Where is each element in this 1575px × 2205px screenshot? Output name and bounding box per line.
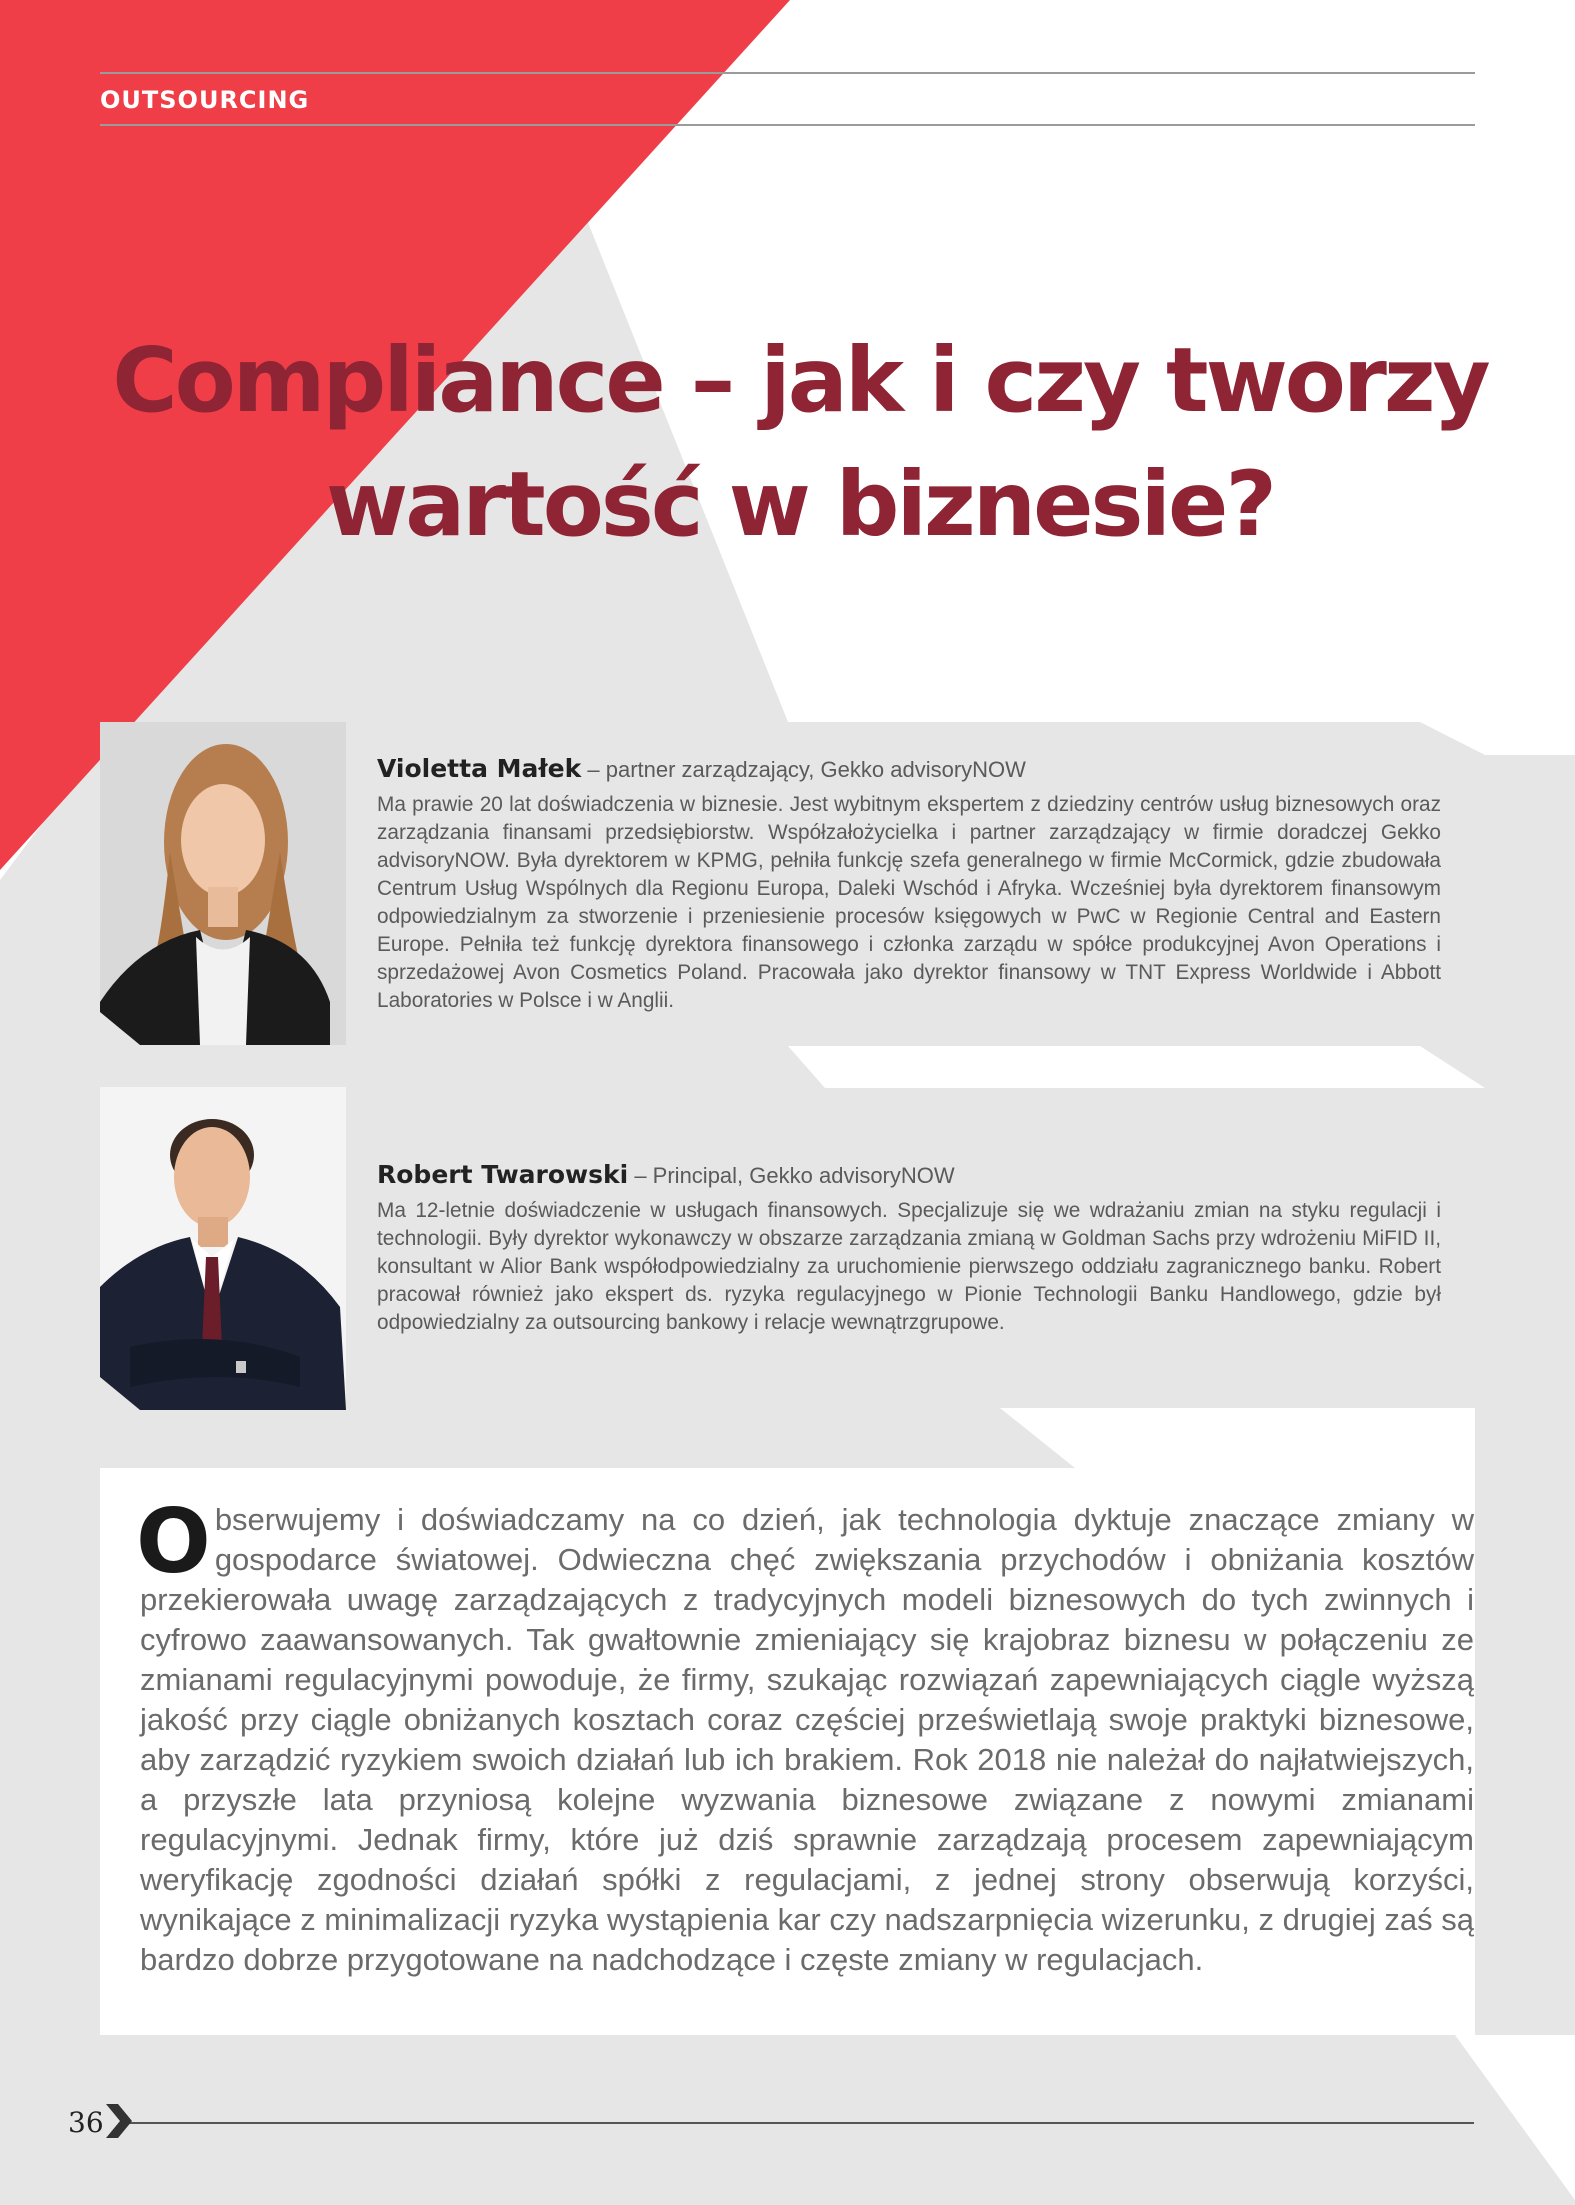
header-rule-top: [100, 72, 1475, 74]
page-number: 36: [68, 2106, 104, 2139]
author-bio-violetta: [377, 754, 1441, 1015]
chevron-right-icon: [104, 2104, 132, 2138]
article-text: bserwujemy i doświadczamy na co dzień, jak technologia dyktuje znaczące zmiany w gospodarce światowej. Odwieczna chęć zwiększania przychodów i obniżania kosztów przekierowała uwagę zarządzających z tradycyjnych modeli biznesowych do tych zwinnych i cyfrowo zaawansowanych. Tak gwałtownie zmieniający się krajobraz biznesu w połączeniu ze zmianami regulacyjnymi powoduje, że firmy, szukając rozwiązań zapewniających ciągle wyższą jakość przy ciągle obniżanych kosztach coraz częściej prześwietlają swoje praktyki biznesowe, aby zarządzić ryzykiem swoich działań lub ich brakiem. Rok 2018 nie należał do najłatwiejszych, a przyszłe lata przyniosą kolejne wyzwania biznesowe związane z nowymi zmianami regulacyjnymi. Jednak firmy, które już dziś sprawnie zarządzają procesem zapewniającym weryfikację zgodności działań spółki z regulacjami, z jednej strony obserwują korzyści, wynikające z minimalizacji ryzyka wystąpienia kar czy nadszarpnięcia wizerunku, z drugiej zaś są bardzo dobrze przygotowane na nadchodzące i częste zmiany w regulacjach.: [140, 1502, 1474, 1977]
author-photo-robert: [100, 1087, 346, 1410]
author-name: Robert Twarowski: [377, 1160, 629, 1189]
white-band-under-bios: [1000, 1408, 1475, 1468]
section-label: OUTSOURCING: [100, 86, 310, 114]
author-role: – partner zarządzający, Gekko advisoryNOW: [581, 757, 1026, 782]
author-heading: [377, 754, 1441, 785]
author-photo-violetta: [100, 722, 346, 1045]
author-name: Violetta Małek: [377, 754, 582, 783]
footer-rule: [124, 2122, 1474, 2124]
title-line-1: Compliance – jak i czy tworzy: [112, 328, 1488, 432]
author-heading: [377, 1160, 1441, 1191]
author-bio-text: Ma 12-letnie doświadczenie w usługach finansowych. Specjalizuje się we wdrażaniu zmian na styku regulacji i technologii. Były dyrektor wykonawczy w obszarze zarządzania zmianą w Goldman Sachs przy wdrożeniu MiFID II, konsultant w Alior Bank współodpowiedzialny za uruchomienie pierwszego oddziału zagranicznego banku. Robert pracował również jako ekspert ds. ryzyka regulacyjnego w Pionie Technologii Banku Handlowego, gdzie był odpowiedzialny za outsourcing bankowy i relacje wewnątrzgrupowe.: [377, 1199, 1441, 1334]
author-bio-robert: [377, 1160, 1441, 1337]
article-title: [60, 318, 1540, 566]
author-role: – Principal, Gekko advisoryNOW: [628, 1163, 955, 1188]
white-chevron-between-bios: [788, 1046, 1485, 1088]
title-line-2: wartość w biznesie?: [326, 452, 1274, 556]
drop-cap: O: [136, 1490, 211, 1593]
author-bio-text: Ma prawie 20 lat doświadczenia w biznesie. Jest wybitnym ekspertem z dziedziny centrów usług biznesowych oraz zarządzania finansami przedsiębiorstw. Współzałożycielka i partner zarządzający w firmie doradczej Gekko advisoryNOW. Była dyrektorem w KPMG, pełniła funkcję szefa generalnego w firmie McCormick, gdzie zbudowała Centrum Usług Wspólnych dla Regionu Europa, Daleki Wschód i Afryka. Wcześniej była dyrektorem finansowym odpowiedzialnym za stworzenie i przeniesienie procesów księgowych w PwC w Regionie Central and Eastern Europe. Pełniła też funkcję dyrektora finansowego i członka zarządu w spółce produkcyjnej Avon Operations i sprzedażowej Avon Cosmetics Poland. Pracowała jako dyrektor finansowy w TNT Express Worldwide i Abbott Laboratories w Polsce i w Anglii.: [377, 793, 1441, 1012]
article-body: [136, 1490, 1474, 1980]
header-rule-bottom: [100, 124, 1475, 126]
